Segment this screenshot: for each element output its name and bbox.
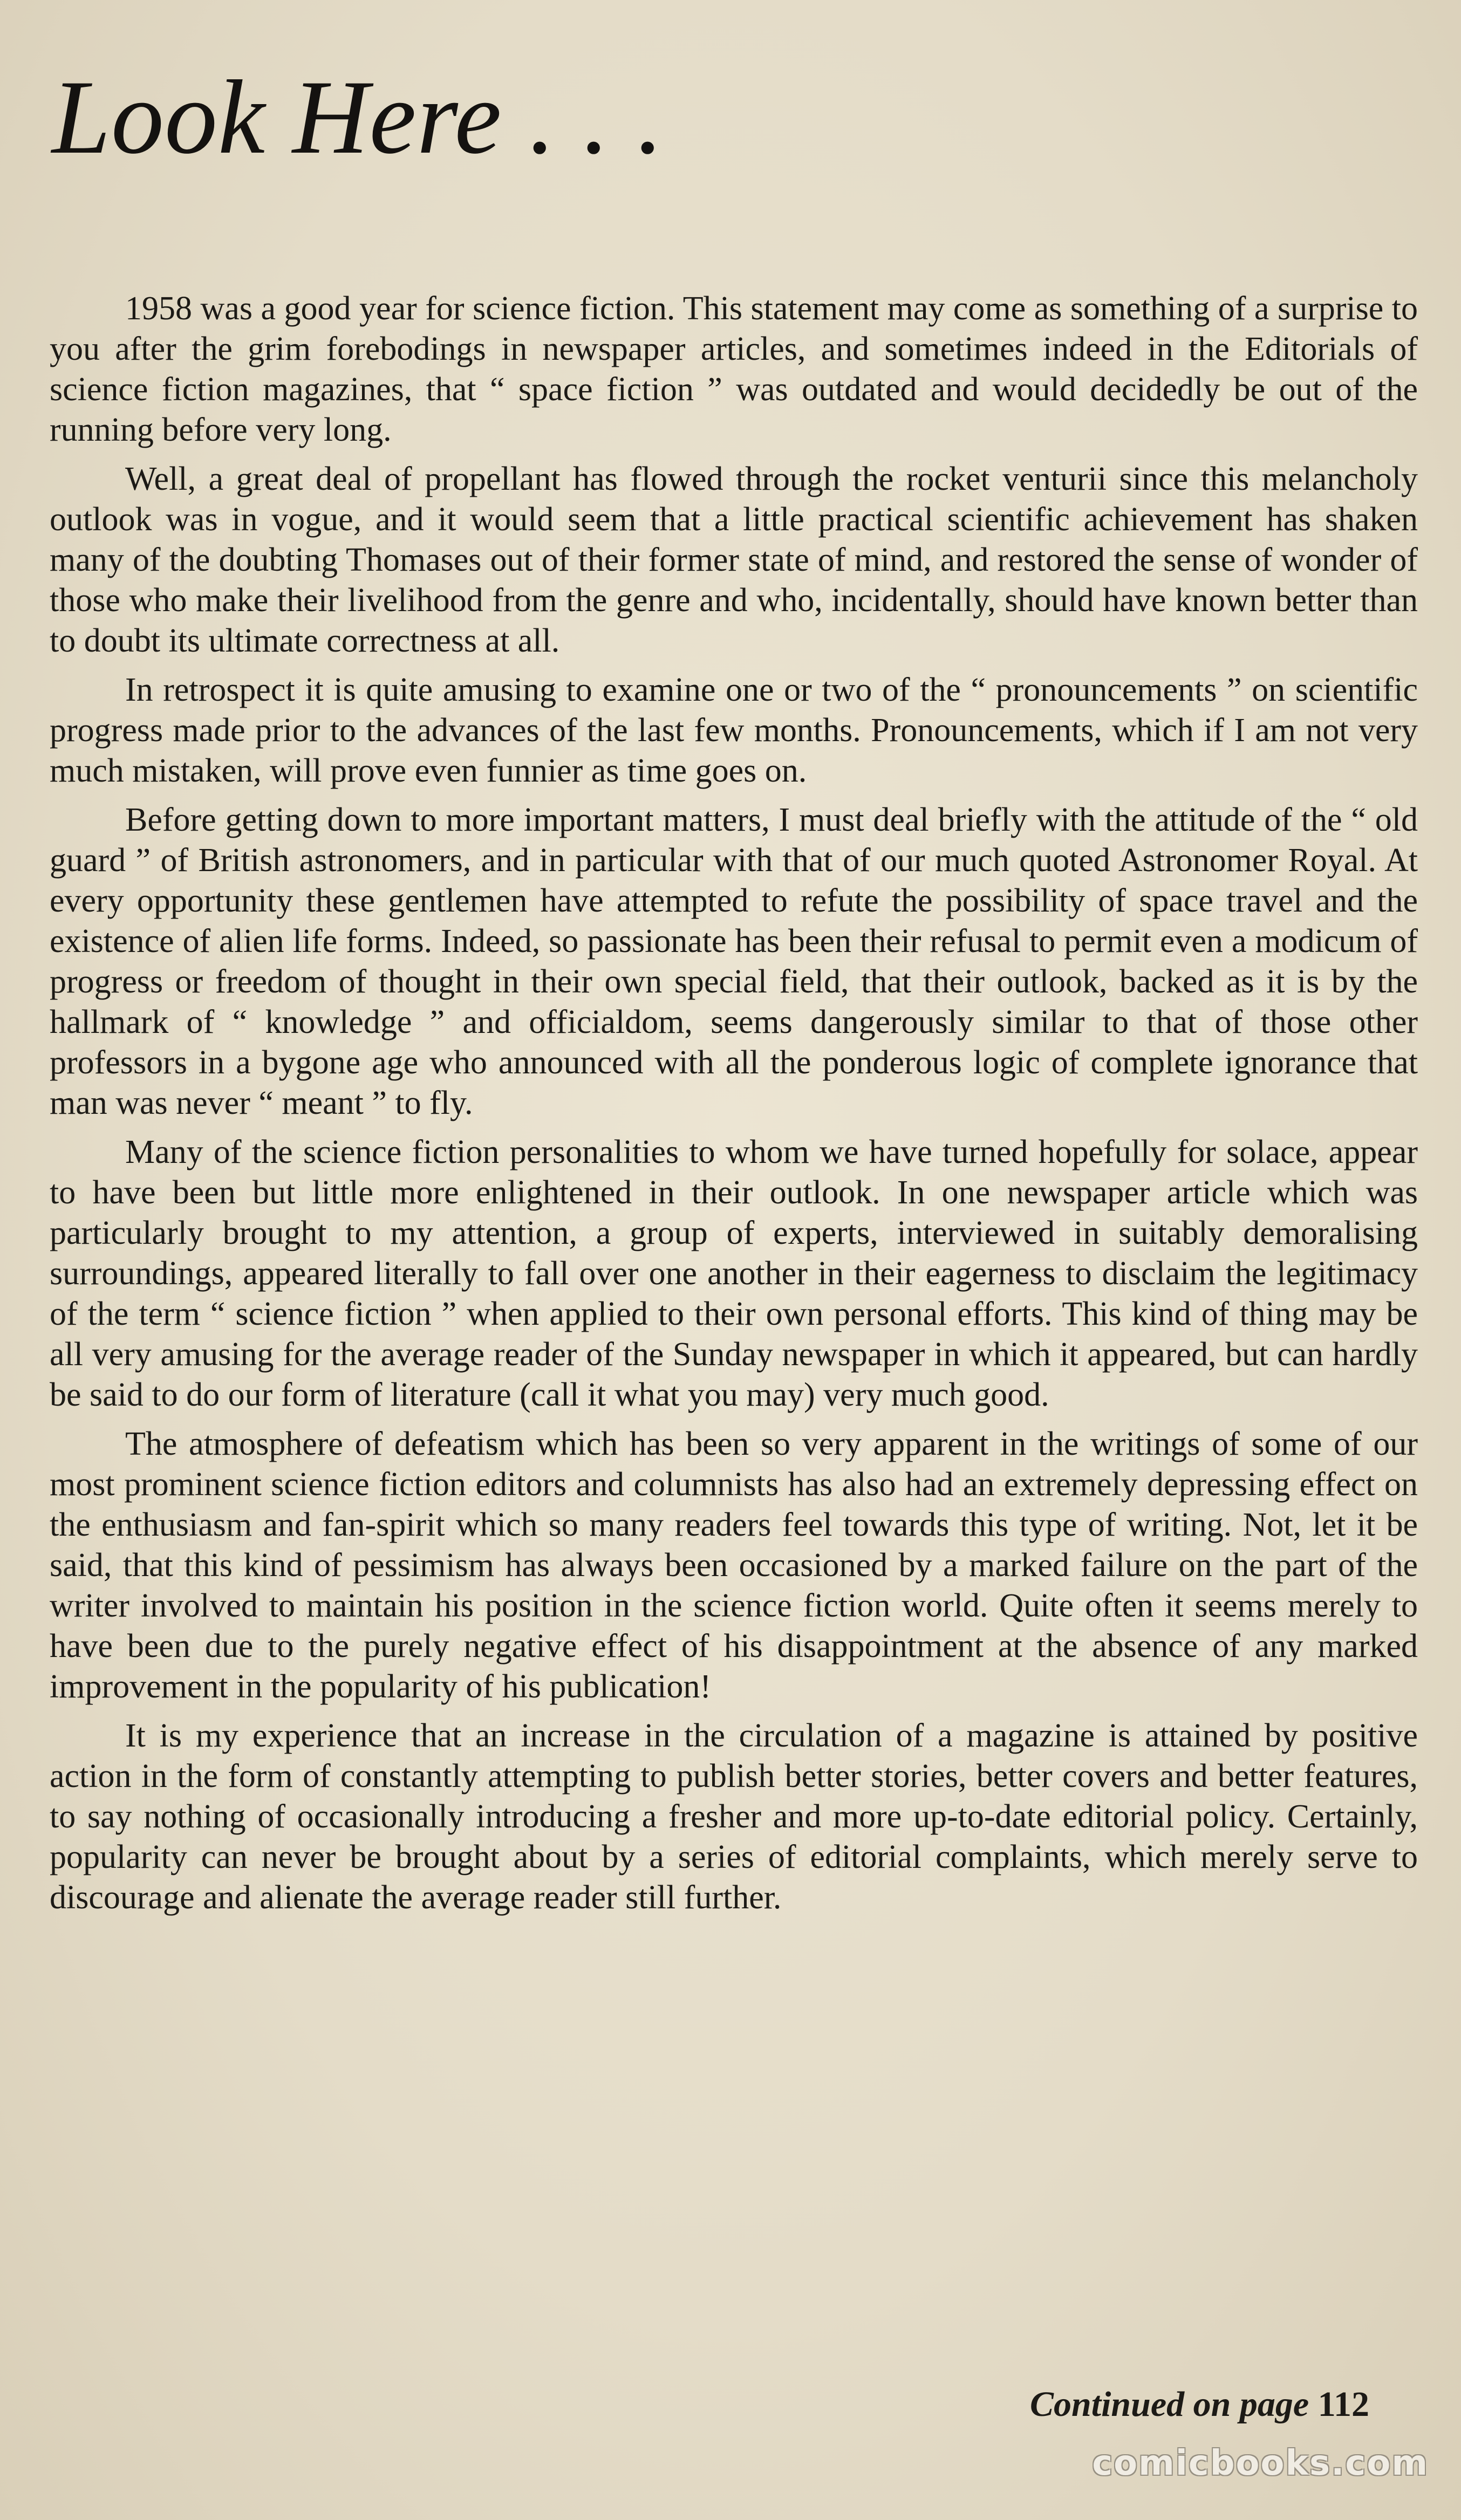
paragraph-3: In retrospect it is quite amusing to examine one or two of the “ pronouncements ” on scientific progress made prior to the advances of the last few months. Pronouncements, which if I am not very much mistaken, will prove even funnier as time goes on.	[50, 672, 1418, 789]
watermark: comicbooks.com	[1092, 2443, 1429, 2483]
page-title: Look Here . . .	[52, 59, 664, 176]
paragraph-7: It is my experience that an increase in the circulation of a magazine is attained by positive action in the form of constantly attempting to publish better stories, better covers and better features, to say nothing of occasionally introducing a fresher and more up-to-date editorial policy. Certainly, popularity can never be brought about by a series of editorial complaints, which merely serve to discourage and alienate the average reader still further.	[50, 1717, 1418, 1916]
editorial-article	[50, 289, 1418, 1927]
continued-label: Continued on page	[1030, 2385, 1309, 2424]
paragraph-1: 1958 was a good year for science fiction. This statement may come as something of a surprise to you after the grim forebodings in newspaper articles, and sometimes indeed in the Editorials of science fiction magazines, that “ space fiction ” was outdated and would decidedly be out of the running before very long.	[50, 290, 1418, 448]
paragraph-5: Many of the science fiction personalities to whom we have turned hopefully for solace, appear to have been but little more enlightened in their outlook. In one newspaper article which was particularly brought to my attention, a group of experts, interviewed in suitably demoralising surroundings, appeared literally to fall over one another in their eagerness to disclaim the legitimacy of the term “ science fiction ” when applied to their own personal efforts. This kind of thing may be all very amusing for the average reader of the Sunday newspaper in which it appeared, but can hardly be said to do our form of literature (call it what you may) very much good.	[50, 1134, 1418, 1413]
paragraph-2: Well, a great deal of propellant has flowed through the rocket venturii since this melancholy outlook was in vogue, and it would seem that a little practical scientific achievement has shaken many of the doubting Thomases out of their former state of mind, and restored the sense of wonder of those who make their livelihood from the genre and who, incidentally, should have known better than to doubt its ultimate correctness at all.	[50, 461, 1418, 659]
continued-note	[1030, 2384, 1369, 2425]
paragraph-6: The atmosphere of defeatism which has been so very apparent in the writings of some of our most prominent science fiction editors and columnists has also had an extremely depressing effect on the enthusiasm and fan-spirit which so many readers feel towards this type of writing. Not, let it be said, that this kind of pessimism has always been occasioned by a marked failure on the part of the writer involved to maintain his position in the science fiction world. Quite often it seems merely to have been due to the purely negative effect of his disappointment at the absence of any marked improvement in the popularity of his publication!	[50, 1426, 1418, 1705]
paragraph-4: Before getting down to more important matters, I must deal briefly with the attitude of the “ old guard ” of British astronomers, and in particular with that of our much quoted Astronomer Royal. At every opportunity these gentlemen have attempted to refute the possibility of space travel and the existence of alien life forms. Indeed, so passionate has been their refusal to permit even a modicum of progress or freedom of thought in their own special field, that their outlook, backed as it is by the hallmark of “ knowledge ” and officialdom, seems dangerously similar to that of those other professors in a bygone age who announced with all the ponderous logic of complete ignorance that man was never “ meant ” to fly.	[50, 802, 1418, 1121]
continued-page-number: 112	[1317, 2385, 1369, 2424]
